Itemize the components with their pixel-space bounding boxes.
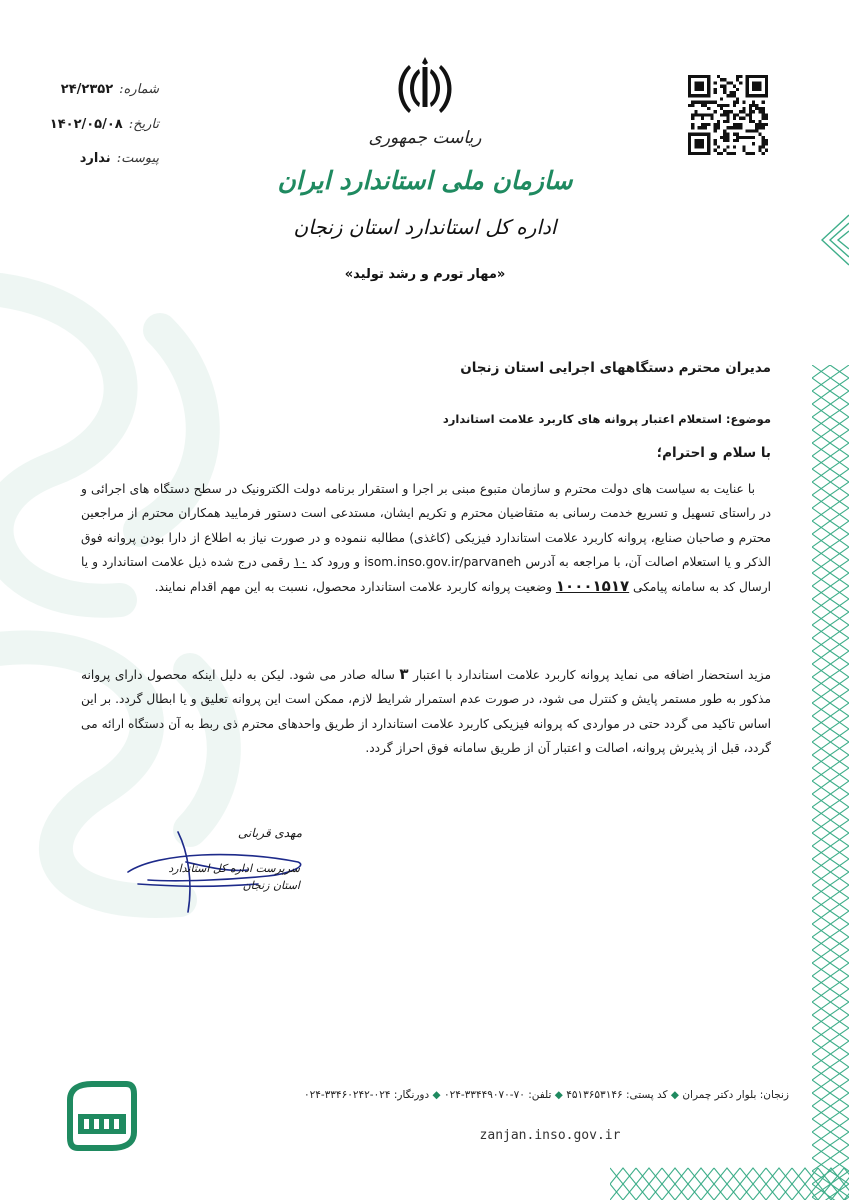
border-pattern-bottom xyxy=(610,1160,849,1200)
p1-part-b: و ورود کد xyxy=(310,554,361,569)
iran-emblem-icon xyxy=(395,55,455,117)
recipient: مدیران محترم دستگاههای اجرایی استان زنجان xyxy=(460,360,771,376)
letter-attachment xyxy=(0,151,159,166)
inso-logo xyxy=(66,1080,138,1152)
code-digits: ۱۰ xyxy=(293,554,307,569)
subject-label: موضوع: xyxy=(725,412,771,426)
subject-text: استعلام اعتبار پروانه های کاربرد علامت استاندارد xyxy=(442,412,722,426)
separator-dot: ◆ xyxy=(554,1089,563,1101)
organization-title: سازمان ملی استاندارد ایران xyxy=(277,166,573,195)
border-pattern-top xyxy=(812,205,849,275)
attachment-label: پیوست: xyxy=(116,151,159,166)
paragraph-1 xyxy=(81,477,771,599)
letter-date xyxy=(0,117,159,132)
p2-part-a: مزید استحضار اضافه می نماید پروانه کاربرد علامت استاندارد با اعتبار xyxy=(413,668,771,682)
separator-dot: ◆ xyxy=(432,1089,441,1101)
p2-part-b: ساله صادر می شود. لیکن به دلیل اینکه محصول دارای پروانه مذکور به طور مستمر پایش و کنترل می شود، در صورت عدم استمرار شرایط لازم، ممکن است این پروانه تعلیق و یا ابطال گردد. بر این اساس تاکید می گردد حتی در مواردی که پروانه فیزیکی کاربرد علامت استاندارد از طریق واحدهای محترم ذی ربط به آن دستگاه ارائه می گردد، قبل از پذیرش پروانه، اصالت و اعتبار آن از طریق سامانه فوق احراز گردد. xyxy=(81,668,771,755)
department-title: اداره کل استاندارد استان زنجان xyxy=(293,215,557,239)
date-label: تاریخ: xyxy=(128,117,159,132)
letter-number xyxy=(0,82,159,97)
inquiry-url: isom.inso.gov.ir/parvaneh xyxy=(364,554,522,569)
signer-name: مهدی قربانی xyxy=(237,826,303,840)
subject-line xyxy=(81,412,771,426)
footer-address: زنجان: بلوار دکتر چمران xyxy=(682,1089,789,1101)
signer-title-line2: استان زنجان xyxy=(242,879,300,892)
footer-fax-prefix: -۰۲۴ xyxy=(303,1089,325,1101)
footer-fax: دورنگار: ۰۲۴-۳۳۴۶۰۲۴۲ xyxy=(324,1089,430,1101)
sms-number: ۱۰۰۰۱۵۱۷ xyxy=(555,577,630,596)
greeting: با سلام و احترام؛ xyxy=(656,445,771,461)
signer-title-line1: سرپرست اداره کل استاندارد xyxy=(168,862,300,875)
website: zanjan.inso.gov.ir xyxy=(479,1128,621,1143)
border-pattern-side xyxy=(812,365,849,1200)
footer-postal: کد پستی: ۴۵۱۳۶۵۳۱۴۶ xyxy=(566,1089,668,1101)
footer-contact xyxy=(249,1089,789,1101)
footer-phone: تلفن: ۷۰-۳۳۴۴۹۰۷۰-۰۲۴ xyxy=(443,1089,552,1101)
presidency-title: ریاست جمهوری xyxy=(368,128,482,148)
attachment-value: ندارد xyxy=(79,151,111,166)
qr-code xyxy=(688,75,768,155)
signer-title xyxy=(150,860,300,894)
number-value: ۲۴/۲۳۵۲ xyxy=(60,82,114,97)
date-value: ۱۴۰۲/۰۵/۰۸ xyxy=(49,117,123,132)
separator-dot: ◆ xyxy=(670,1089,679,1101)
p1-part-d: وضعیت پروانه کاربرد علامت استاندارد محصول، نسبت به این مهم اقدام نمایند. xyxy=(154,580,553,595)
slogan: «مهار تورم و رشد تولید» xyxy=(344,267,506,282)
p1-part-a: با عنایت به سیاست های دولت محترم و سازمان متبوع مبنی بر اجرا و استقرار برنامه دولت الکترونیک در سطح دستگاه های اجرائی و در راستای تسهیل و تسریع خدمت رسانی به متقاضیان محترم و تکریم ایشان، مستدعی است دستور فرمایید همکاران محترم از مراجعین محترم و صاحبان صنایع، پروانه کاربرد علامت استاندارد فیزیکی (کاغذی) مطالبه ننموده و در صورت نیاز به اطلاع از دارا بودن پروانه فوق الذکر و یا استعلام اصالت آن، با مراجعه به آدرس xyxy=(81,482,772,569)
validity-years: ۳ xyxy=(399,665,409,683)
paragraph-2 xyxy=(81,662,771,760)
p1-part-c: رقمی درج شده ذیل علامت استاندارد و یا ارسال کد به سامانه پیامکی xyxy=(81,554,771,595)
number-label: شماره: xyxy=(119,82,159,97)
